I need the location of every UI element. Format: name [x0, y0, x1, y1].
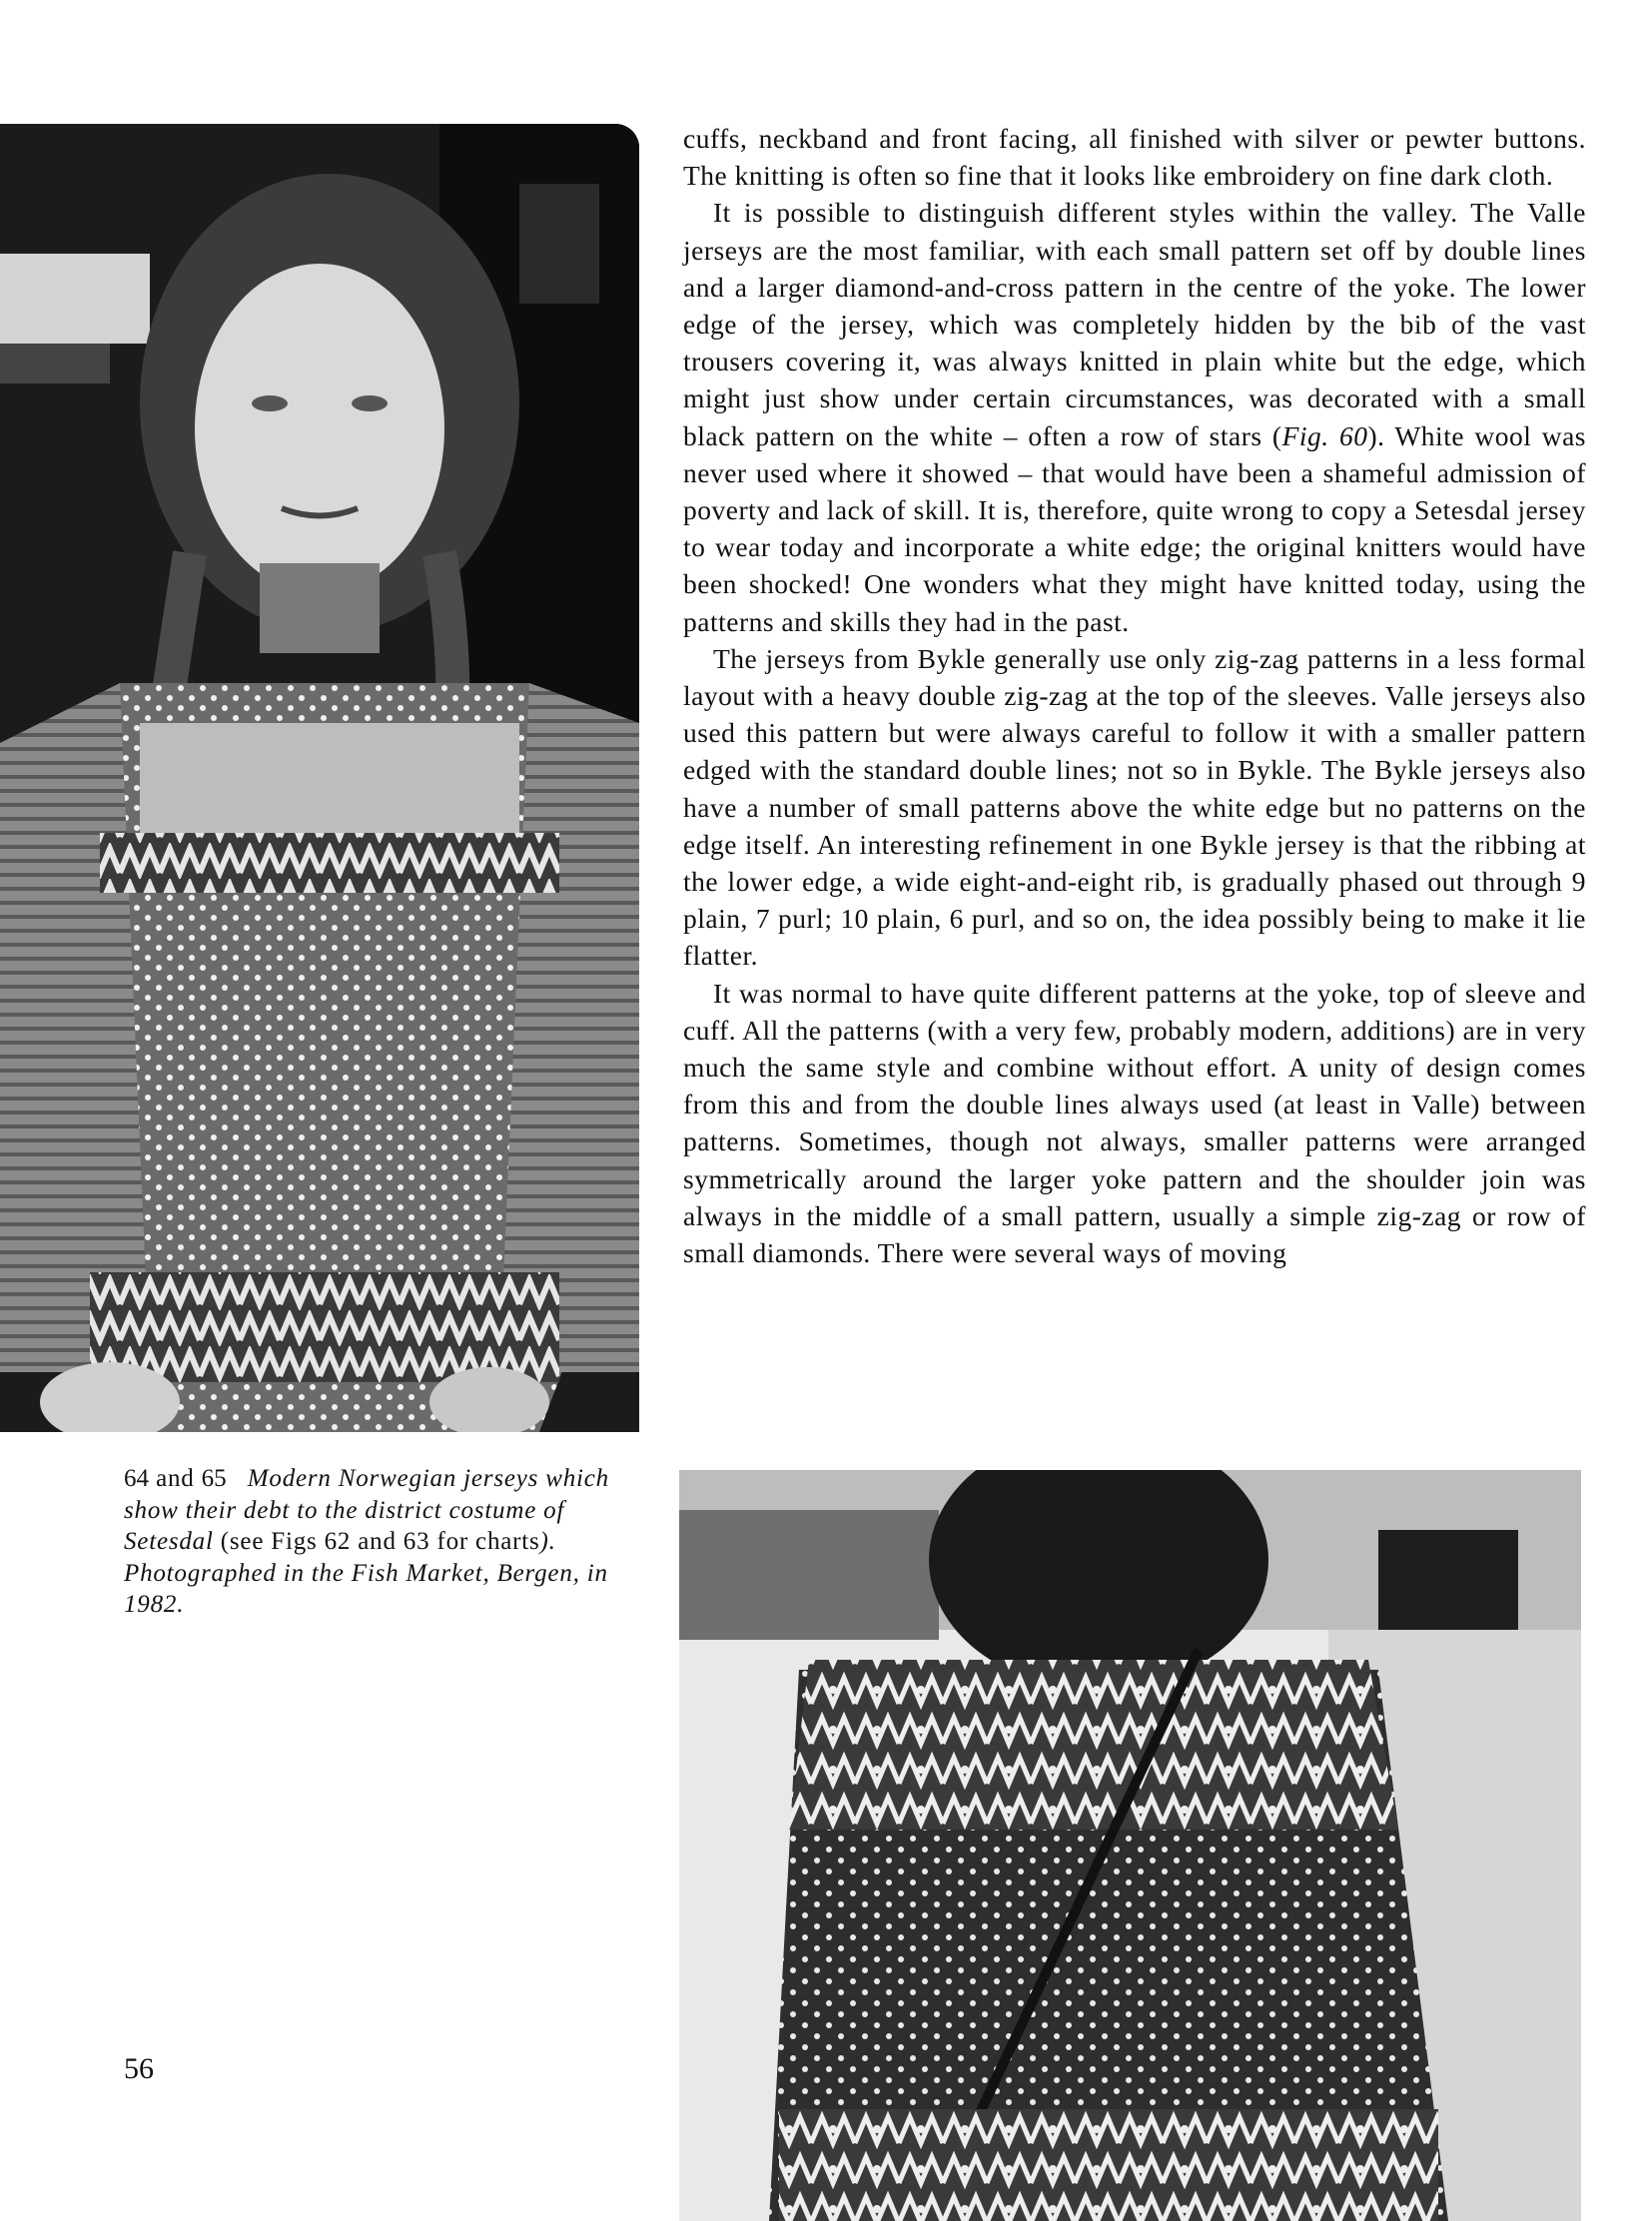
- photo-65-image: [679, 1470, 1581, 2221]
- paragraph: The jerseys from Bykle generally use only zig-zag patterns in a less formal layout with a heavy double zig-zag at the top of the sleeves. Valle jerseys also used this pattern but were always careful to follow it with a smaller pattern edged with the standard double lines; not so in Bykle. The Bykle jerseys also have a number of small patterns above the white edge but no patterns on the edge itself. An interesting refinement in one Bykle jersey is that the ribbing at the lower edge, a wide eight-and-eight rib, is gradually phased out through 9 plain, 7 purl; 10 plain, 6 purl, and so on, the idea possibly being to make it lie flatter.: [683, 642, 1586, 972]
- photo-64-image: [0, 124, 639, 1432]
- caption-italic-text: ). Photographed in the Fish Market, Bergen, in 1982.: [124, 1528, 608, 1618]
- paragraph: [683, 194, 1586, 639]
- page-number: 56: [124, 2052, 154, 2085]
- caption-italic-text: Modern Norwegian jerseys which show their debt to the district costume of Setesdal: [124, 1465, 609, 1555]
- caption-figure-number: 65: [201, 1465, 227, 1492]
- body-text-column: [683, 120, 1586, 1271]
- paragraph: cuffs, neckband and front facing, all finished with silver or pewter buttons. The knitting is often so fine that it looks like embroidery on fine dark cloth.: [683, 123, 1586, 192]
- caption-figure-number: 64: [124, 1465, 149, 1492]
- photo-figure-64: [0, 124, 639, 1432]
- figure-reference: Fig. 60: [1281, 419, 1368, 451]
- caption-conjunction: and: [156, 1465, 195, 1492]
- paragraph-text: It is possible to distinguish different styles within the valley. The Valle jerseys are the most familiar, with each small pattern set off by double lines and a larger diamond-and-cross pattern in the centre of the yoke. The lower edge of the jersey, which was completely hidden by the bib of the vast trousers covering it, was always knitted in plain white but the edge, which might just show under certain circumstances, was decorated with a small black pattern on the white – often a row of stars (: [683, 197, 1586, 451]
- photo-figure-65: [679, 1470, 1581, 2221]
- caption-roman-text: (see Figs 62 and 63 for charts: [220, 1528, 540, 1555]
- paragraph-text: ). White wool was never used where it showed – that would have been a shameful admission of poverty and lack of skill. It is, therefore, quite wrong to copy a Setesdal jersey to wear today and incorporate a white edge; the original knitters would have been shocked! One wonders what they might have knitted today, using the patterns and skills they had in the past.: [683, 419, 1586, 637]
- paragraph: It was normal to have quite different patterns at the yoke, top of sleeve and cuff. All the patterns (with a very few, probably modern, additions) are in very much the same style and combine without effort. A unity of design comes from this and from the double lines always used (at least in Valle) between patterns. Sometimes, though not always, smaller patterns were arranged symmetrically around the larger yoke pattern and the shoulder join was always in the middle of a small pattern, usually a simple zig-zag or row of small diamonds. There were several ways of moving: [683, 977, 1586, 1269]
- figure-caption: [124, 1463, 643, 1621]
